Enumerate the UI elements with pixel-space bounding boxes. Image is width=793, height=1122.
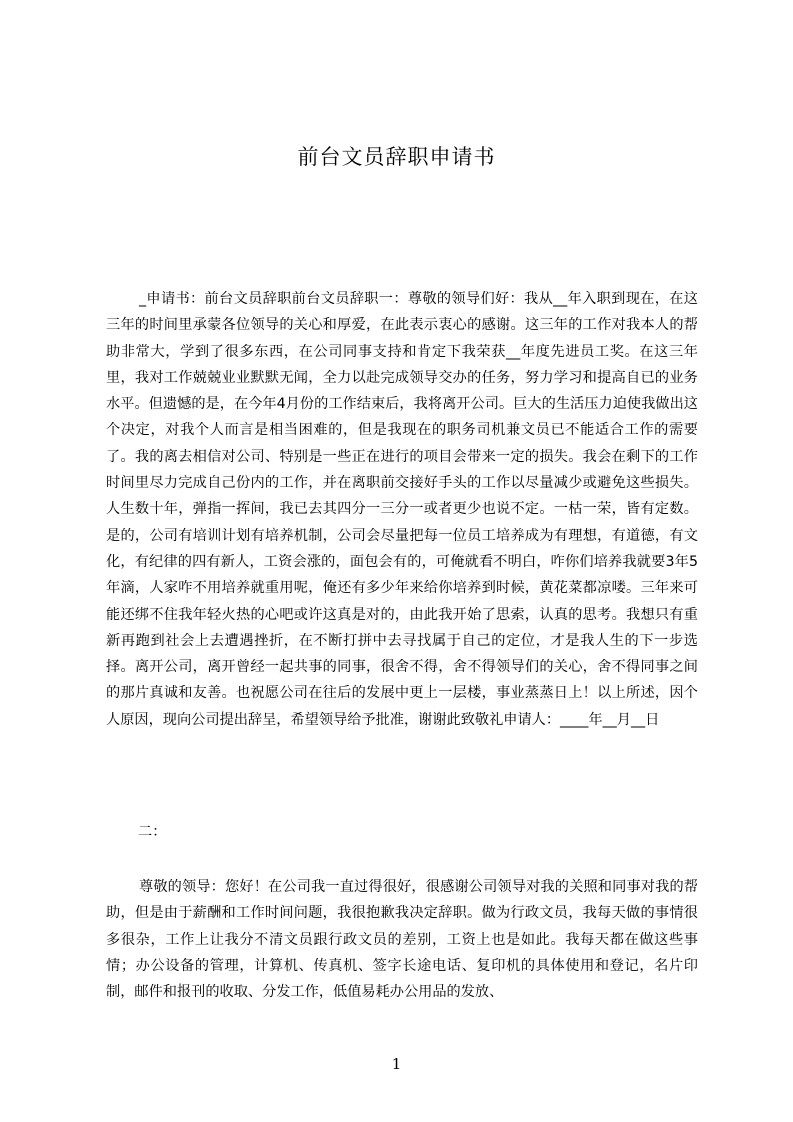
- body-paragraph-2: 尊敬的领导：您好！在公司我一直过得很好，很感谢公司领导对我的关照和同事对我的帮助，但是由于薪酬和工作时间问题，我很抱歉我决定辞职。做为行政文员，我每天做的事情很多很杂，工作上让我分不清文员跟行政文员的差别，工资上也是如此。我每天都在做这些事情；办公设备的管理，计算机、传真机、签字长途电话、复印机的具体使用和登记，名片印制，邮件和报刊的收取、分发工作，低值易耗办公用品的发放、: [106, 879, 698, 1001]
- section-label: 二：: [138, 824, 167, 840]
- page-number: 1: [391, 1055, 402, 1073]
- body-paragraph-1: _申请书：前台文员辞职前台文员辞职一：尊敬的领导们好：我从__年入职到现在，在这三年的时间里承蒙各位领导的关心和厚爱，在此表示衷心的感谢。这三年的工作对我本人的帮助非常大，学到了很多东西，在公司同事支持和肯定下我荣获__年度先进员工奖。在这三年里，我对工作兢兢业业默默无闻，全力以赴完成领导交办的任务，努力学习和提高自已的业务水平。但遗憾的是，在今年4月份的工作结束后，我将离开公司。巨大的生活压力迫使我做出这个决定，对我个人而言是相当困难的，但是我现在的职务司机兼文员已不能适合工作的需要了。我的离去相信对公司、特别是一些正在进行的项目会带来一定的损失。我会在剩下的工作时间里尽力完成自己份内的工作，并在离职前交接好手头的工作以尽量减少或避免这些损失。人生数十年，弹指一挥间，我已去其四分一三分一或者更少也说不定。一枯一荣，皆有定数。是的，公司有培训计划有培养机制，公司会尽量把每一位员工培养成为有理想，有道德，有文化，有纪律的四有新人，工资会涨的，面包会有的，可俺就看不明白，咋你们培养我就要3年5年滴，人家咋不用培养就重用呢，俺还有多少年来给你培养到时候，黄花菜都凉喽。三年来可能还绑不住我年轻火热的心吧或许这真是对的，由此我开始了思索，认真的思考。我想只有重新再跑到社会上去遭遇挫折，在不断打拼中去寻找属于自己的定位，才是我人生的下一步选择。离开公司，离开曾经一起共事的同事，很舍不得，舍不得领导们的关心，舍不得同事之间的那片真诚和友善。也祝愿公司在往后的发展中更上一层楼，事业蒸蒸日上！以上所述，因个人原因，现向公司提出辞呈，希望领导给予批准，谢谢此致敬礼申请人：____年__月__日: [106, 291, 698, 728]
- document-title: 前台文员辞职申请书: [297, 145, 496, 169]
